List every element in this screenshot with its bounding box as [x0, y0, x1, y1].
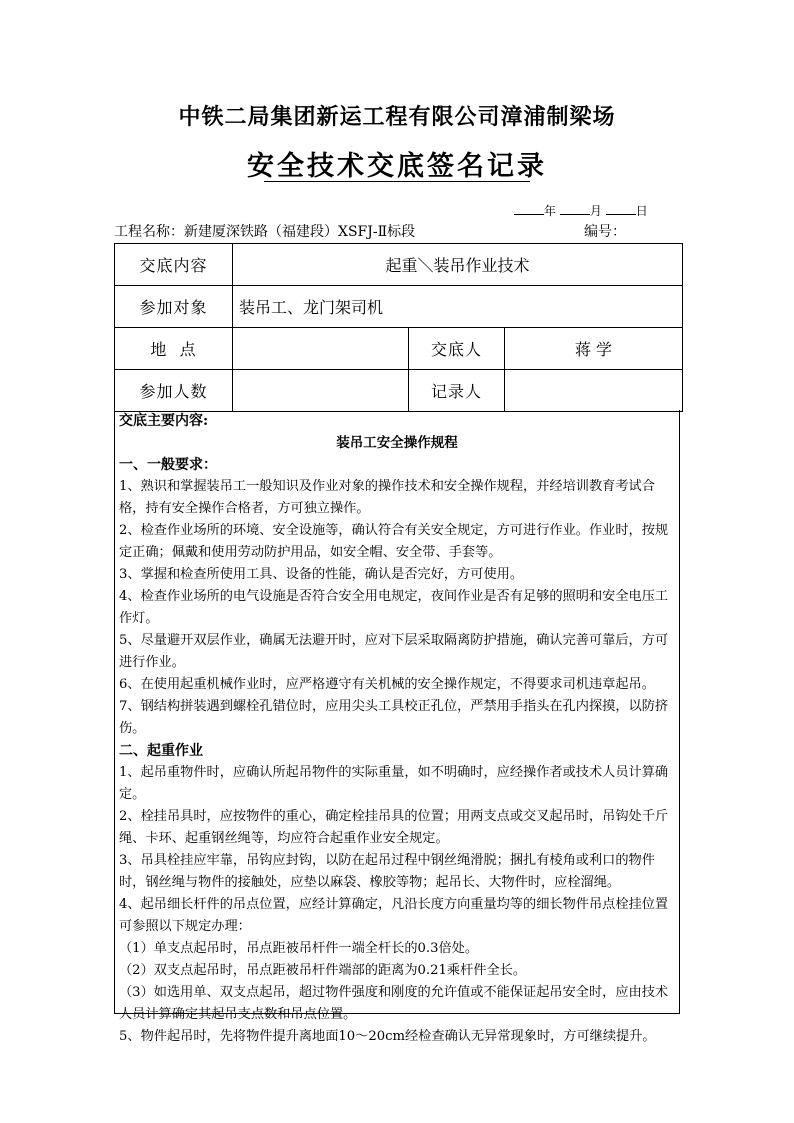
list-item: 5、物件起吊时，先将物件提升离地面10～20cm经检查确认无异常现象时，方可继续提升。	[119, 1029, 656, 1044]
code-label: 编号：	[584, 224, 626, 240]
list-item: 2、检查作业场所的环境、安全设施等，确认符合有关安全规定，方可进行作业。作业时，按规定正确；佩戴和使用劳动防护用品，如安全帽、安全带、手套等。	[119, 523, 669, 560]
month-blank	[560, 202, 590, 215]
list-item: 6、在使用起重机械作业时，应严格遵守有关机械的安全操作规定，不得要求司机违章起吊。	[119, 677, 655, 692]
value-content: 起重＼装吊作业技术	[233, 244, 683, 286]
label-presenter: 交底人	[409, 328, 505, 370]
row-participants	[115, 286, 683, 328]
day-label: 日	[635, 204, 648, 218]
document-title: 安全技术交底签名记录	[247, 151, 547, 182]
list-item: 3、掌握和检查所使用工具、设备的性能，确认是否完好，方可使用。	[119, 567, 524, 582]
content-title: 装吊工安全操作规程	[336, 435, 458, 451]
date-line	[514, 202, 648, 219]
section-general: 一、一般要求：	[119, 457, 217, 473]
list-item: 2、栓挂吊具时，应按物件的重心，确定栓挂吊具的位置；用两支点或交叉起吊时，吊钩处千斤绳、卡环、起重钢丝绳等，均应符合起重作业安全规定。	[119, 809, 669, 846]
month-label: 月	[589, 204, 602, 218]
label-recorder: 记录人	[409, 370, 505, 412]
list-item: 7、钢结构拼装遇到螺栓孔错位时，应用尖头工具校正孔位，严禁用手指头在孔内探摸，以防挤伤。	[119, 699, 669, 736]
list-item: 1、熟识和掌握装吊工一般知识及作业对象的操作技术和安全操作规程，并经培训教育考试合格，持有安全操作合格者，方可独立操作。	[119, 479, 655, 516]
row-content	[115, 244, 683, 286]
label-location: 地 点	[115, 328, 233, 370]
list-item: 1、起吊重物件时，应确认所起吊物件的实际重量，如不明确时，应经操作者或技术人员计算确定。	[119, 765, 669, 802]
content-heading: 交底主要内容:	[119, 413, 209, 429]
value-participants: 装吊工、龙门架司机	[233, 286, 683, 328]
list-item: （2）双支点起吊时，吊点距被吊杆件端部的距离为0.21乘杆件全长。	[119, 963, 527, 978]
list-item: 3、吊具栓挂应牢靠，吊钩应封钩，以防在起吊过程中钢丝绳滑脱；捆扎有棱角或利口的物件时，钢丝绳与物件的接触处，应垫以麻袋、橡胶等物；起吊长、大物件时，应栓溜绳。	[119, 853, 655, 890]
project-line	[114, 221, 680, 241]
value-headcount	[233, 370, 409, 412]
content-area	[114, 410, 680, 1044]
company-name: 中铁二局集团新运工程有限公司漳浦制梁场	[178, 104, 616, 130]
day-blank	[606, 202, 636, 215]
list-item: （1）单支点起吊时，吊点距被吊杆件一端全杆长的0.3倍处。	[119, 941, 479, 956]
section-lifting: 二、起重作业	[119, 743, 203, 759]
list-item: （3）如选用单、双支点起吊，超过物件强度和刚度的允许值或不能保证起吊安全时，应由技术人员计算确定其起吊支点数和吊点位置。	[119, 985, 669, 1022]
row-headcount	[115, 370, 683, 412]
row-location	[115, 328, 683, 370]
label-content: 交底内容	[115, 244, 233, 286]
label-headcount: 参加人数	[115, 370, 233, 412]
sign-record-form	[114, 243, 683, 412]
year-label: 年	[544, 204, 557, 218]
year-blank	[514, 202, 544, 215]
label-participants: 参加对象	[115, 286, 233, 328]
list-item: 5、尽量避开双层作业，确属无法避开时，应对下层采取隔离防护措施，确认完善可靠后，方可进行作业。	[119, 633, 669, 670]
value-recorder	[505, 370, 683, 412]
list-item: 4、检查作业场所的电气设施是否符合安全用电规定，夜间作业是否有足够的照明和安全电压工作灯。	[119, 589, 669, 626]
title-underline	[264, 181, 530, 182]
value-presenter: 蒋 学	[505, 328, 683, 370]
value-location	[233, 328, 409, 370]
list-item: 4、起吊细长杆件的吊点位置，应经计算确定，凡沿长度方向重量均等的细长物件吊点栓挂位置可参照以下规定办理：	[119, 897, 669, 934]
project-name: 工程名称：新建厦深铁路（福建段）XSFJ-Ⅱ标段	[114, 224, 416, 240]
